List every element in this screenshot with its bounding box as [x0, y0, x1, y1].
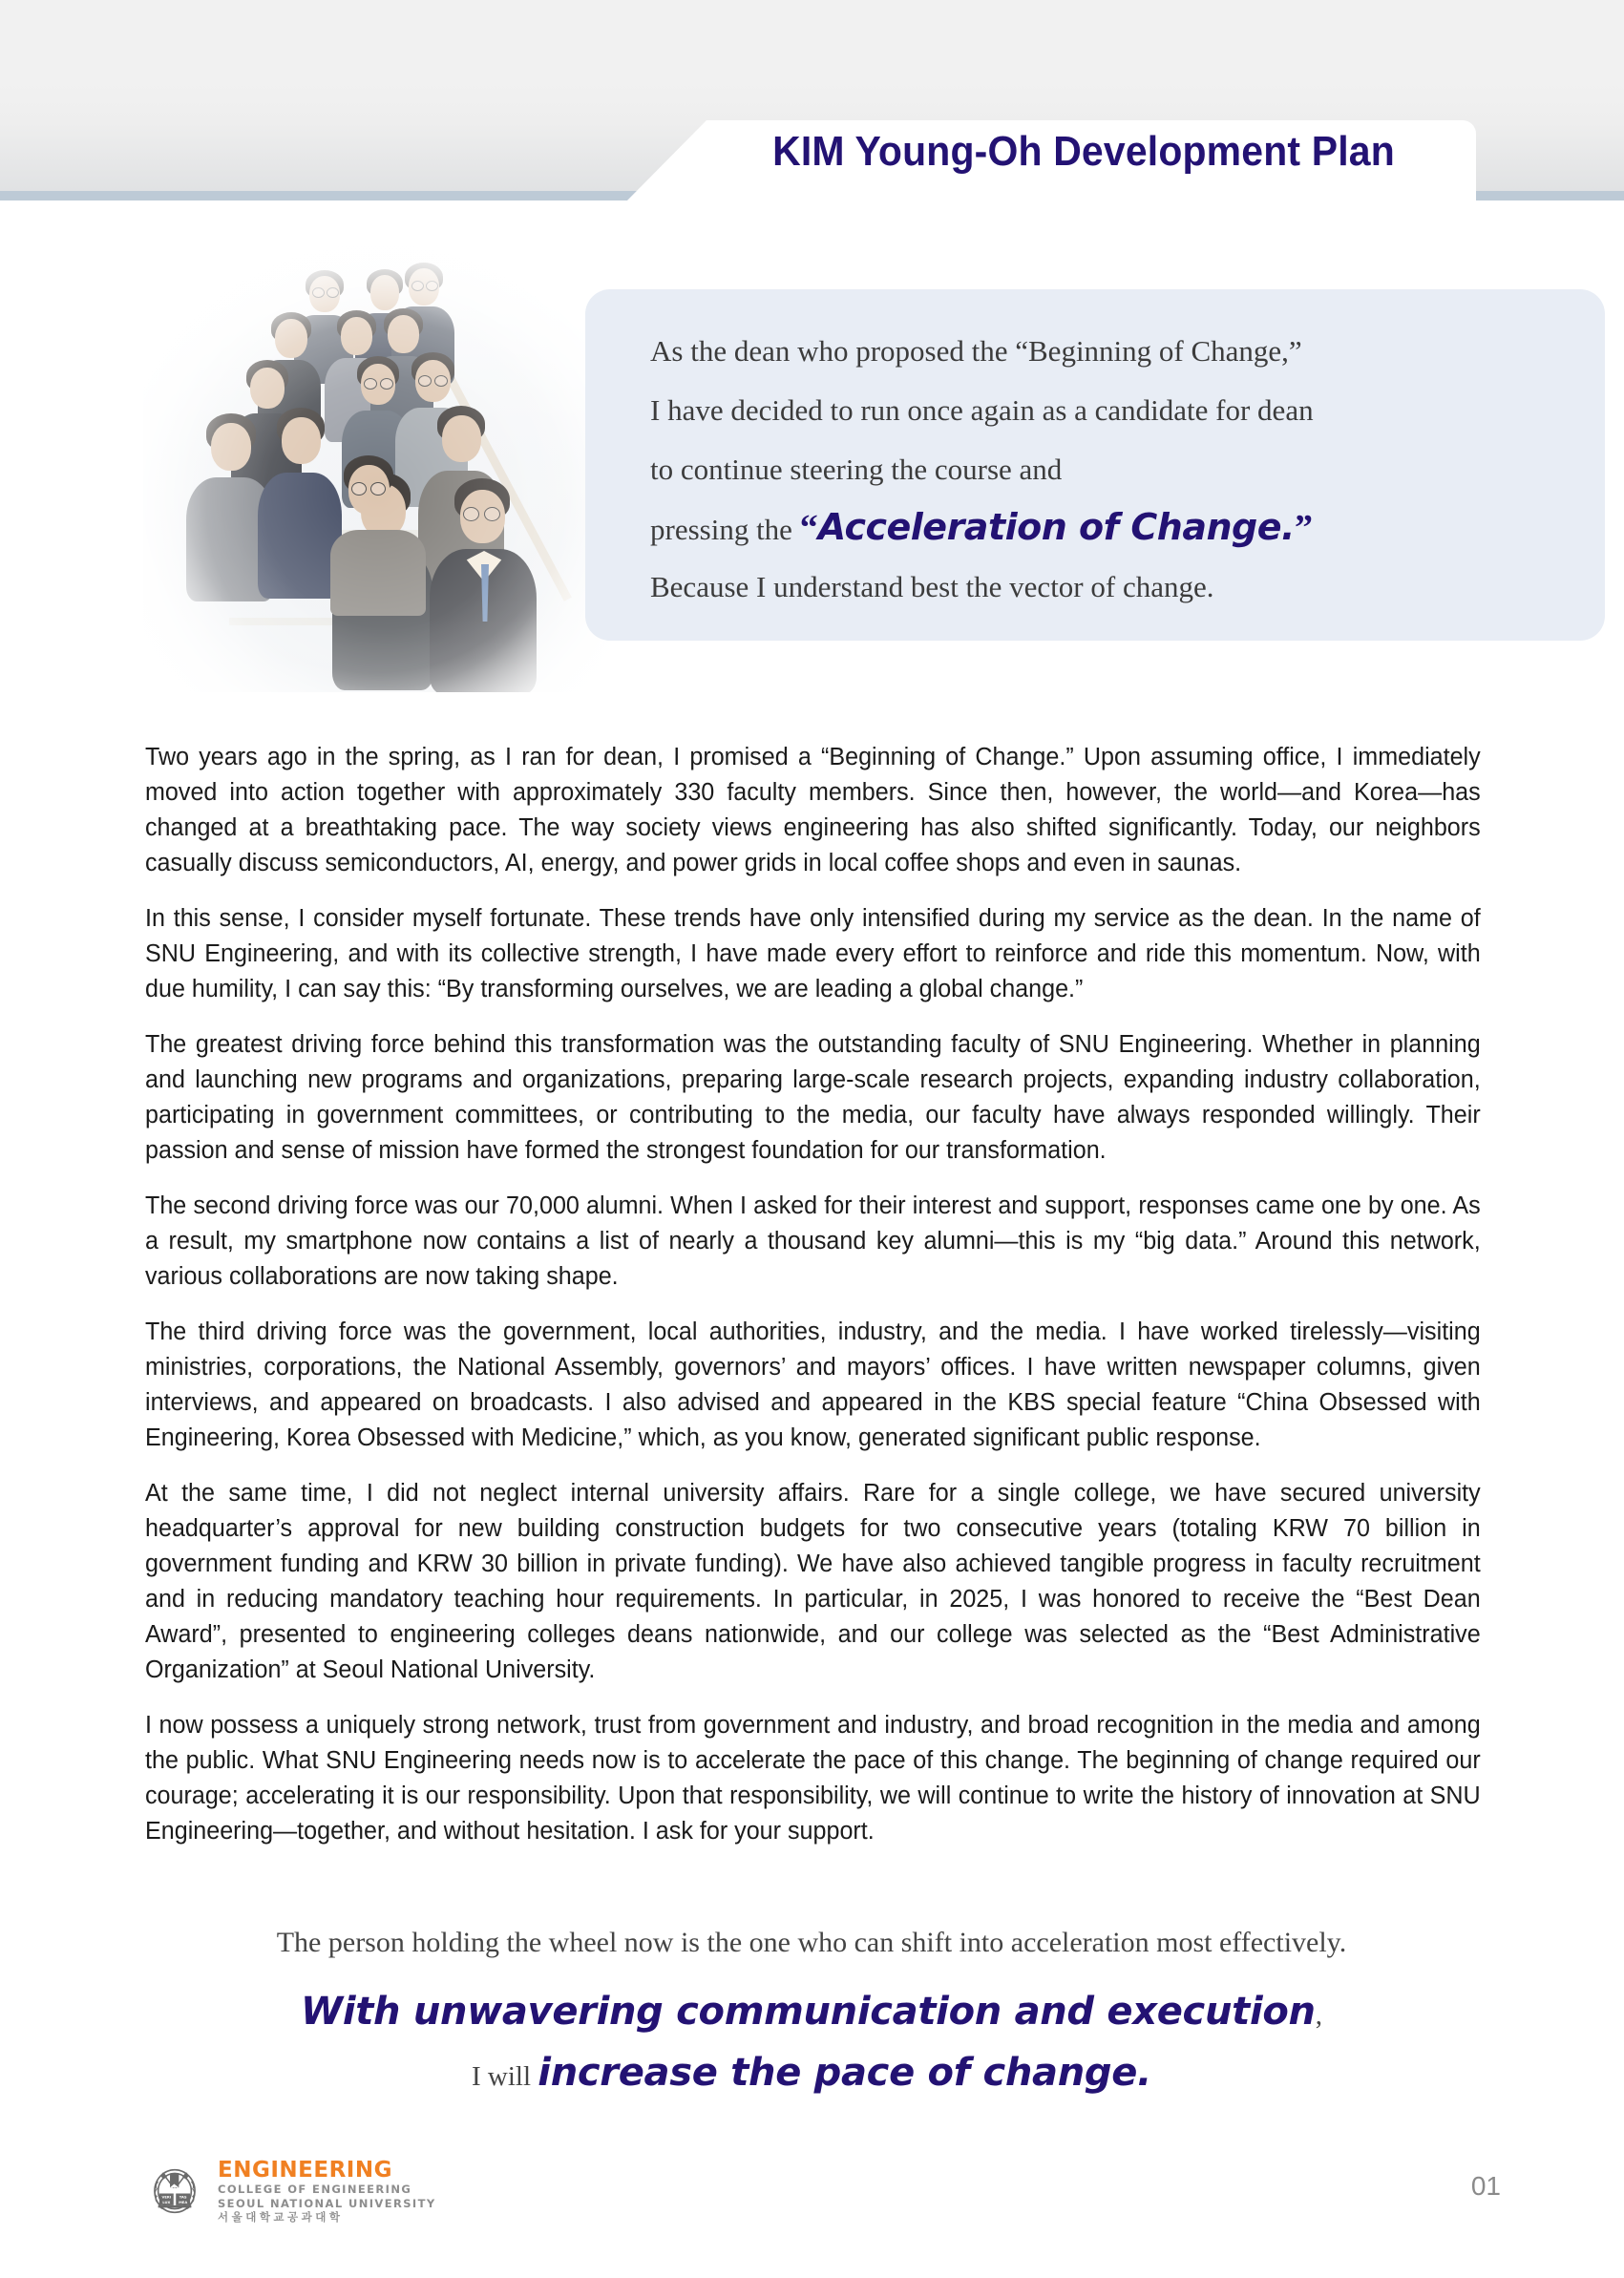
group-photo [143, 243, 611, 692]
paragraph: I now possess a uniquely strong network, trust from government and industry, and broad recognition in the media and among the public. What SNU Engineering needs now is to accelerate the pace of this change. The beginning of change required our courage; accelerating it is our responsibility. Upon that responsibility, we will continue to write the history of innovation at SNU Engineering—together, and without hesitation. I ask for your support. [145, 1712, 1481, 1845]
quote-line-4-prefix: pressing the [650, 513, 800, 546]
quote-line-4 [650, 499, 1567, 558]
quote-close-quote: ” [1294, 508, 1313, 548]
closing-block [95, 1921, 1528, 2095]
paragraph: At the same time, I did not neglect internal university affairs. Rare for a single college, we have secured university headquarter’s approval for new building construction budgets for two consecutive years (totaling KRW 70 billion in government funding and KRW 30 billion in private funding). We have also achieved tangible progress in faculty recruitment and in reducing mandatory teaching hour requirements. In particular, in 2025, I was honored to receive the “Best Dean Award”, presented to engineering colleges deans nationwide, and our college was selected as the “Best Administrative Organization” at Seoul National University. [145, 1480, 1481, 1683]
logo-subtitle-korean: 서울대학교공과대학 [218, 2210, 344, 2224]
quote-line-1: As the dean who proposed the “Beginning of Change,” [650, 334, 1302, 368]
quote-open-quote: “ [799, 508, 818, 548]
page-number: 01 [1470, 2171, 1501, 2201]
group-photo-image [143, 243, 611, 692]
svg-text:LUX: LUX [162, 2201, 171, 2205]
logo-subtitle-university: SEOUL NATIONAL UNIVERSITY [218, 2196, 436, 2210]
closing-hand-prefix: I will [472, 2061, 538, 2092]
quote-line-3: to continue steering the course and [650, 453, 1063, 486]
svg-text:VERI: VERI [161, 2195, 172, 2200]
snu-crest-icon [145, 2162, 204, 2221]
closing-hand-line-1 [95, 1990, 1528, 2034]
svg-text:MEA: MEA [179, 2201, 188, 2205]
logo-subtitle-college: COLLEGE OF ENGINEERING [218, 2183, 412, 2196]
quote-line-5: Because I understand best the vector of change. [650, 570, 1214, 603]
snu-engineering-logo [145, 2160, 436, 2224]
closing-hand-text-2: increase the pace of change. [538, 2051, 1151, 2095]
quote-accent-phrase: Acceleration of Change. [817, 506, 1295, 548]
page-title: KIM Young-Oh Development Plan [772, 128, 1395, 175]
quote-line-2: I have decided to run once again as a candidate for dean [650, 393, 1314, 427]
closing-lead-line: The person holding the wheel now is the one who can shift into acceleration most effectively. [276, 1927, 1347, 1958]
logo-title: ENGINEERING [218, 2158, 392, 2183]
quote-callout [585, 289, 1605, 641]
paragraph: In this sense, I consider myself fortunate. These trends have only intensified during my service as the dean. In the name of SNU Engineering, and with its collective strength, I have made every effort to reinforce and ride this momentum. Now, with due humility, I can say this: “By transforming ourselves, we are leading a global change.” [145, 905, 1481, 1002]
paragraph: The second driving force was our 70,000 alumni. When I asked for their interest and support, responses came one by one. As a result, my smartphone now contains a list of nearly a thousand key alumni—this is my “big data.” Around this network, various collaborations are now taking shape. [145, 1192, 1481, 1290]
article-body [145, 740, 1501, 1849]
page-footer [145, 2160, 1501, 2246]
closing-hand-text-1: With unwavering communication and execution [301, 1990, 1316, 2034]
logo-wordmark [218, 2160, 436, 2224]
paragraph: The greatest driving force behind this transformation was the outstanding faculty of SNU Engineering. Whether in planning and launching new programs and organizations, preparing large-scale research projects, expanding industry collaboration, participating in government committees, or contributing to the media, our faculty have always responded willingly. Their passion and sense of mission have formed the strongest foundation for our transformation. [145, 1031, 1481, 1164]
paragraph: The third driving force was the government, local authorities, industry, and the media. I have worked tirelessly—visiting ministries, corporations, the National Assembly, governors’ and mayors’ offices. I have written newspaper columns, given interviews, and appeared on broadcasts. I also advised and appeared in the KBS special feature “China Obsessed with Engineering, Korea Obsessed with Medicine,” which, as you know, generated significant public response. [145, 1318, 1481, 1451]
closing-hand-line-2 [95, 2051, 1528, 2095]
closing-hand-comma: , [1315, 2000, 1322, 2031]
paragraph: Two years ago in the spring, as I ran for dean, I promised a “Beginning of Change.” Upon assuming office, I immediately moved into action together with approximately 330 faculty members. Since then, however, the world—and Korea—has changed at a breathtaking pace. The way society views engineering has also shifted significantly. Today, our neighbors casually discuss semiconductors, AI, energy, and power grids in local coffee shops and even in saunas. [145, 744, 1481, 876]
svg-text:TAS: TAS [179, 2195, 187, 2200]
